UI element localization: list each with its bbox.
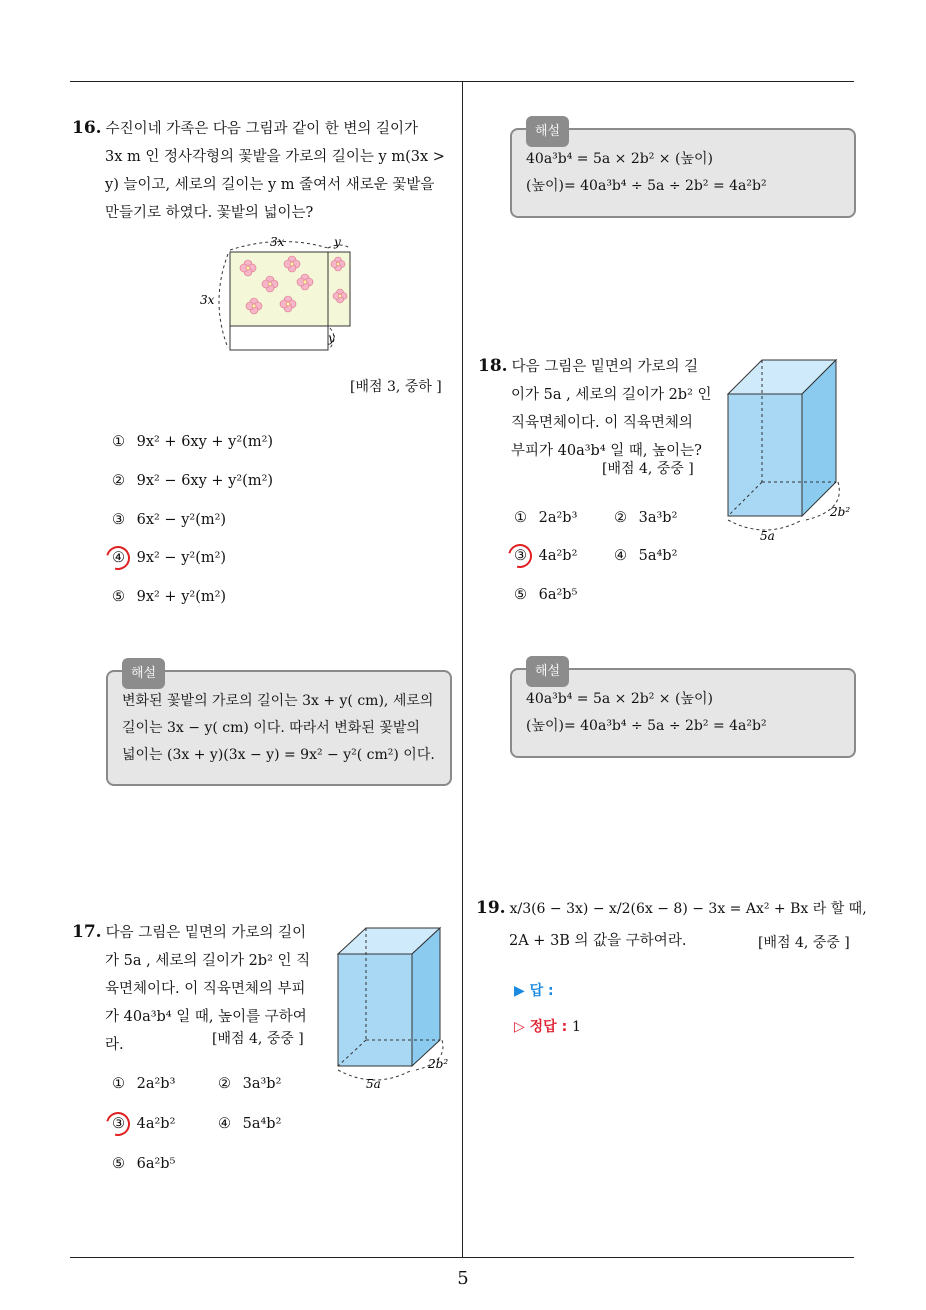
choice-1[interactable] [112, 434, 273, 450]
choice-2[interactable] [218, 1076, 281, 1092]
label-right-bottom: y [328, 331, 335, 345]
choice-text: 2a²b³ [538, 510, 578, 526]
solution-box-18 [510, 664, 856, 758]
correct-answer-label [514, 1016, 581, 1036]
choice-mark: ⑤ [112, 589, 125, 605]
choice-text: 6a²b⁵ [538, 587, 578, 603]
label-right-top: y [334, 235, 341, 249]
question-text-line: 만들기로 하였다. 꽃밭의 넓이는? [105, 205, 314, 221]
question-text-line: 라. [105, 1037, 124, 1053]
choice-mark: ④ [614, 548, 627, 564]
choice-mark: ① [112, 1076, 125, 1092]
label-side: 3x [200, 293, 215, 307]
choice-text: 5a⁴b² [638, 548, 678, 564]
answer-label[interactable]: ▶ 답 : [514, 983, 554, 999]
question-text-line: 이가 5a , 세로의 길이가 2b² 인 [511, 387, 712, 403]
choice-5[interactable] [112, 1156, 175, 1172]
choice-text: 5a⁴b² [242, 1116, 282, 1132]
choice-text: 2a²b³ [136, 1076, 176, 1092]
question-text-line: 다음 그림은 밑면의 가로의 길이 [105, 925, 307, 941]
question-text-line: 가 40a³b⁴ 일 때, 높이를 구하여 [105, 1009, 307, 1025]
label-top: 3x [270, 235, 285, 249]
score-meta: [배점 3, 중하 ] [350, 379, 442, 395]
solution-tag: 해설 [526, 656, 569, 687]
choice-4[interactable] [218, 1116, 281, 1132]
choice-text: 3a³b² [638, 510, 678, 526]
choice-1[interactable] [112, 1076, 175, 1092]
label-bottom: 5a [760, 529, 775, 543]
solution-box-16 [106, 666, 452, 786]
choice-5[interactable] [112, 589, 226, 605]
question-text-line: 3x m 인 정사각형의 꽃밭을 가로의 길이는 y m(3x > [105, 149, 445, 165]
solution-tag: 해설 [526, 116, 569, 147]
choice-text: 3a³b² [242, 1076, 282, 1092]
choice-text: 9x² − 6xy + y²(m²) [136, 473, 274, 489]
label-depth: 2b² [428, 1057, 449, 1071]
choice-mark: ② [218, 1076, 231, 1092]
choice-5[interactable] [514, 587, 577, 603]
choice-2[interactable] [614, 510, 677, 526]
solution-line: 변화된 꽃밭의 가로의 길이는 3x + y( cm), 세로의 [122, 693, 434, 709]
choice-mark: ③ [514, 548, 527, 564]
question-text-line: x/3(6 − 3x) − x/2(6x − 8) − 3x = Ax² + Bx 라 할 때, [509, 901, 867, 917]
choice-mark: ② [112, 473, 125, 489]
choice-mark: ⑤ [514, 587, 527, 603]
choice-mark: ④ [218, 1116, 231, 1132]
flower-field-figure [200, 232, 370, 357]
choice-mark: ③ [112, 512, 125, 528]
question-text-line: 육면체이다. 이 직육면체의 부피 [105, 981, 306, 997]
question-text-line: y) 늘이고, 세로의 길이는 y m 줄여서 새로운 꽃밭을 [105, 177, 435, 193]
question-text-line: 2A + 3B 의 값을 구하여라. [509, 933, 687, 949]
column-divider [462, 82, 463, 1258]
choice-mark: ② [614, 510, 627, 526]
page-number: 5 [457, 1268, 469, 1289]
question-18 [478, 352, 718, 465]
solution-tag: 해설 [122, 658, 165, 689]
label-bottom: 5a [366, 1077, 381, 1091]
choice-text: 9x² + 6xy + y²(m²) [136, 434, 274, 450]
solution-line: 길이는 3x − y( cm) 이다. 따라서 변화된 꽃밭의 [122, 720, 420, 736]
solution-line: 넓이는 (3x + y)(3x − y) = 9x² − y²( cm²) 이다. [122, 747, 435, 763]
label-depth: 2b² [830, 505, 851, 519]
solution-line: 40a³b⁴ = 5a × 2b² × (높이) [526, 691, 713, 707]
score-meta: [배점 4, 중중 ] [212, 1031, 304, 1047]
choice-text: 9x² − y²(m²) [136, 550, 227, 566]
choice-2[interactable] [112, 473, 273, 489]
solution-line: (높이)= 40a³b⁴ ÷ 5a ÷ 2b² = 4a²b² [526, 178, 767, 194]
choice-4[interactable] [614, 548, 677, 564]
choice-3[interactable] [112, 512, 226, 528]
solution-line: (높이)= 40a³b⁴ ÷ 5a ÷ 2b² = 4a²b² [526, 718, 767, 734]
choice-mark: ⑤ [112, 1156, 125, 1172]
choice-text: 6a²b⁵ [136, 1156, 176, 1172]
choice-mark: ④ [112, 550, 125, 566]
question-number: 16. [72, 118, 102, 138]
choice-text: 4a²b² [538, 548, 578, 564]
prism-figure-18 [722, 354, 857, 544]
choice-mark: ③ [112, 1116, 125, 1132]
selected-answer-circle [102, 542, 135, 575]
choice-text: 4a²b² [136, 1116, 176, 1132]
question-text-line: 다음 그림은 밑면의 가로의 길 [511, 359, 699, 375]
question-text-line: 부피가 40a³b⁴ 일 때, 높이는? [511, 443, 702, 459]
choice-text: 6x² − y²(m²) [136, 512, 227, 528]
choice-mark: ① [514, 510, 527, 526]
correct-value: 1 [572, 1019, 581, 1035]
question-text-line: 직육면체이다. 이 직육면체의 [511, 415, 693, 431]
prism-figure-17 [330, 922, 455, 1092]
solution-box-17 [510, 124, 856, 218]
question-number: 17. [72, 922, 102, 942]
choice-1[interactable] [514, 510, 577, 526]
selected-answer-circle [504, 540, 537, 573]
correct-label-text: ▷ 정답 : [514, 1019, 568, 1035]
bottom-rule [70, 1257, 854, 1258]
question-16 [72, 114, 457, 227]
score-meta: [배점 4, 중중 ] [602, 461, 694, 477]
question-number: 18. [478, 356, 508, 376]
question-number: 19. [476, 898, 506, 918]
question-text-line: 가 5a , 세로의 길이가 2b² 인 직 [105, 953, 311, 969]
selected-answer-circle [102, 1108, 135, 1141]
score-meta: [배점 4, 중중 ] [758, 935, 850, 951]
choice-text: 9x² + y²(m²) [136, 589, 227, 605]
question-text-line: 수진이네 가족은 다음 그림과 같이 한 변의 길이가 [105, 121, 418, 137]
choice-mark: ① [112, 434, 125, 450]
solution-line: 40a³b⁴ = 5a × 2b² × (높이) [526, 151, 713, 167]
